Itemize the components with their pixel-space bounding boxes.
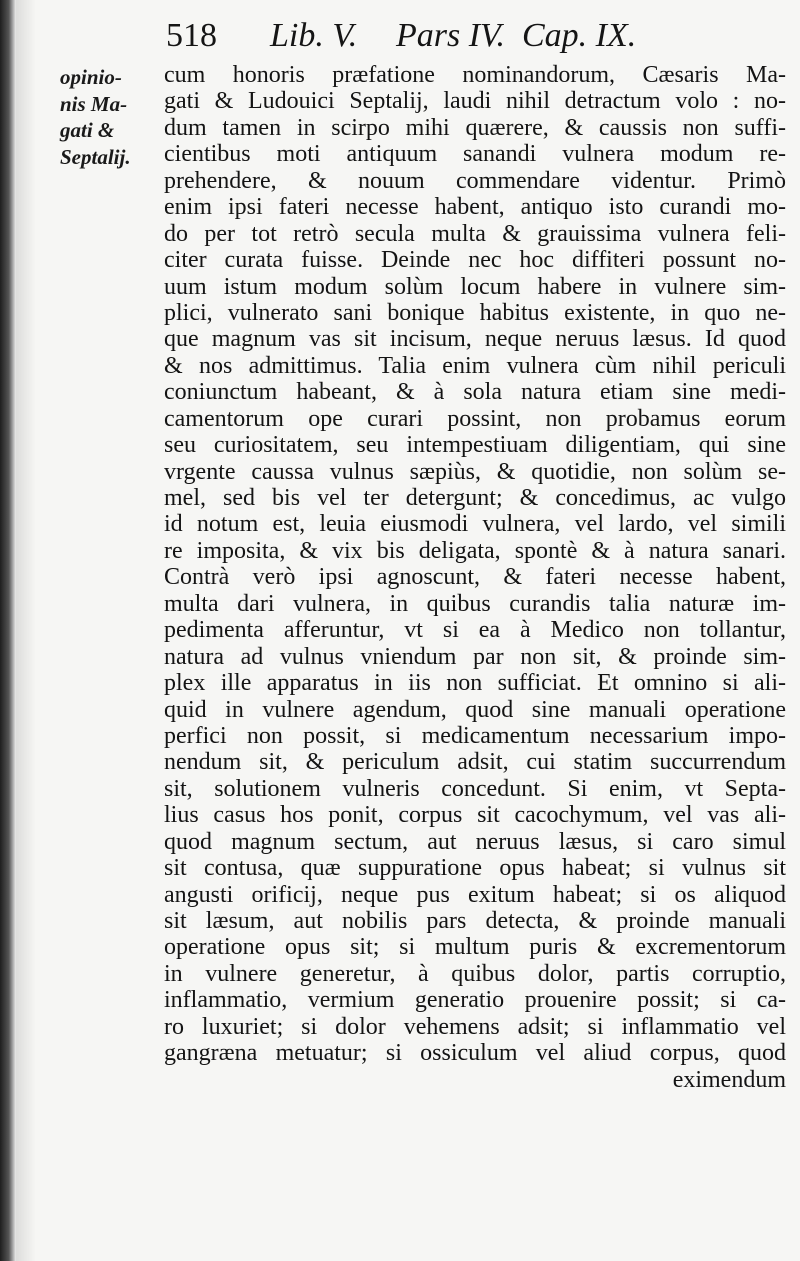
text-line: vrgente caussa vulnus sæpiùs, & quotidie, non solùm se- — [164, 458, 786, 485]
running-head-book: Lib. V. — [270, 17, 358, 54]
text-line: operatione opus sit; si multum puris & excrementorum — [164, 934, 786, 961]
text-line: gangræna metuatur; si ossiculum vel aliud corpus, quod — [164, 1040, 786, 1067]
marginal-note-line: nis Ma- — [60, 91, 128, 116]
text-line: cientibus moti antiquum sanandi vulnera modum re- — [164, 141, 786, 168]
text-line: mel, sed bis vel ter detergunt; & concedimus, ac vulgo — [164, 485, 786, 511]
catchword: eximendum — [672, 1066, 786, 1093]
text-line: quod magnum sectum, aut neruus læsus, si caro simul — [164, 828, 786, 855]
text-line: quid in vulnere agendum, quod sine manuali operatione — [164, 696, 786, 723]
running-head-chapter: Cap. IX. — [522, 17, 637, 54]
marginal-note-line: gati & — [60, 118, 115, 142]
text-line: do per tot retrò secula multa & grauissima vulnera feli- — [164, 220, 786, 247]
text-line: & nos admittimus. Talia enim vulnera cùm nihil periculi — [164, 352, 786, 379]
text-line: id notum est, leuia eiusmodi vulnera, vel lardo, vel simili — [164, 511, 786, 538]
text-line: uum istum modum solùm locum habere in vulnere sim- — [164, 273, 786, 300]
text-line: angusti orificij, neque pus exitum habeat; si os aliquod — [164, 881, 786, 908]
running-head-part: Pars IV. — [396, 17, 505, 54]
text-line: re imposita, & vix bis deligata, spontè & à natura sanari. — [164, 537, 786, 564]
text-line: sit contusa, quæ suppuratione opus habeat; si vulnus sit — [164, 855, 786, 882]
text-line: sit læsum, aut nobilis pars detecta, & proinde manuali — [164, 908, 786, 934]
gutter-shadow — [16, 0, 36, 1261]
marginal-note-line: Septalij. — [60, 144, 131, 169]
text-line: multa dari vulnera, in quibus curandis talia naturæ im- — [164, 590, 786, 617]
text-line: pedimenta afferuntur, vt si ea à Medico non tollantur, — [164, 617, 786, 644]
text-line: camentorum ope curari possint, non probamus eorum — [164, 405, 786, 432]
text-line: cum honoris præfatione nominandorum, Cæsaris Ma- — [164, 62, 786, 88]
text-line: enim ipsi fateri necesse habent, antiquo isto curandi mo- — [164, 194, 786, 221]
text-line: ro luxuriet; si dolor vehemens adsit; si inflammatio vel — [164, 1013, 786, 1040]
text-line: natura ad vulnus vniendum par non sit, & proinde sim- — [164, 643, 786, 670]
text-line: inflammatio, vermium generatio prouenire possit; si ca- — [164, 987, 786, 1014]
text-line: plex ille apparatus in iis non sufficiat. Et omnino si ali- — [164, 670, 786, 697]
body-text — [164, 62, 786, 1093]
running-head — [166, 16, 786, 56]
text-line: seu curiositatem, seu intempestiuam diligentiam, qui sine — [164, 432, 786, 459]
binding-gutter — [0, 0, 16, 1261]
text-line: coniunctum habeant, & à sola natura etiam sine medi- — [164, 379, 786, 406]
text-line: citer curata fuisse. Deinde nec hoc diffiteri possunt no- — [164, 247, 786, 274]
text-line: nendum sit, & periculum adsit, cui statim succurrendum — [164, 749, 786, 776]
text-line: dum tamen in scirpo mihi quærere, & caussis non suffi- — [164, 114, 786, 141]
text-line: Contrà verò ipsi agnoscunt, & fateri necesse habent, — [164, 564, 786, 591]
text-line: prehendere, & nouum commendare videntur. Primò — [164, 167, 786, 194]
marginal-note — [60, 64, 160, 170]
page-number: 518 — [166, 17, 217, 54]
text-line: in vulnere generetur, à quibus dolor, partis corruptio, — [164, 960, 786, 987]
text-line: gati & Ludouici Septalij, laudi nihil detractum volo : no- — [164, 88, 786, 115]
text-line: lius casus hos ponit, corpus sit cacochymum, vel vas ali- — [164, 802, 786, 829]
marginal-note-line: opinio- — [60, 65, 122, 89]
text-line: que magnum vas sit incisum, neque neruus læsus. Id quod — [164, 326, 786, 353]
text-line: sit, solutionem vulneris concedunt. Si enim, vt Septa- — [164, 775, 786, 802]
text-line: plici, vulnerato sani bonique habitus existente, in quo ne- — [164, 299, 786, 326]
text-line: perfici non possit, si medicamentum necessarium impo- — [164, 722, 786, 749]
